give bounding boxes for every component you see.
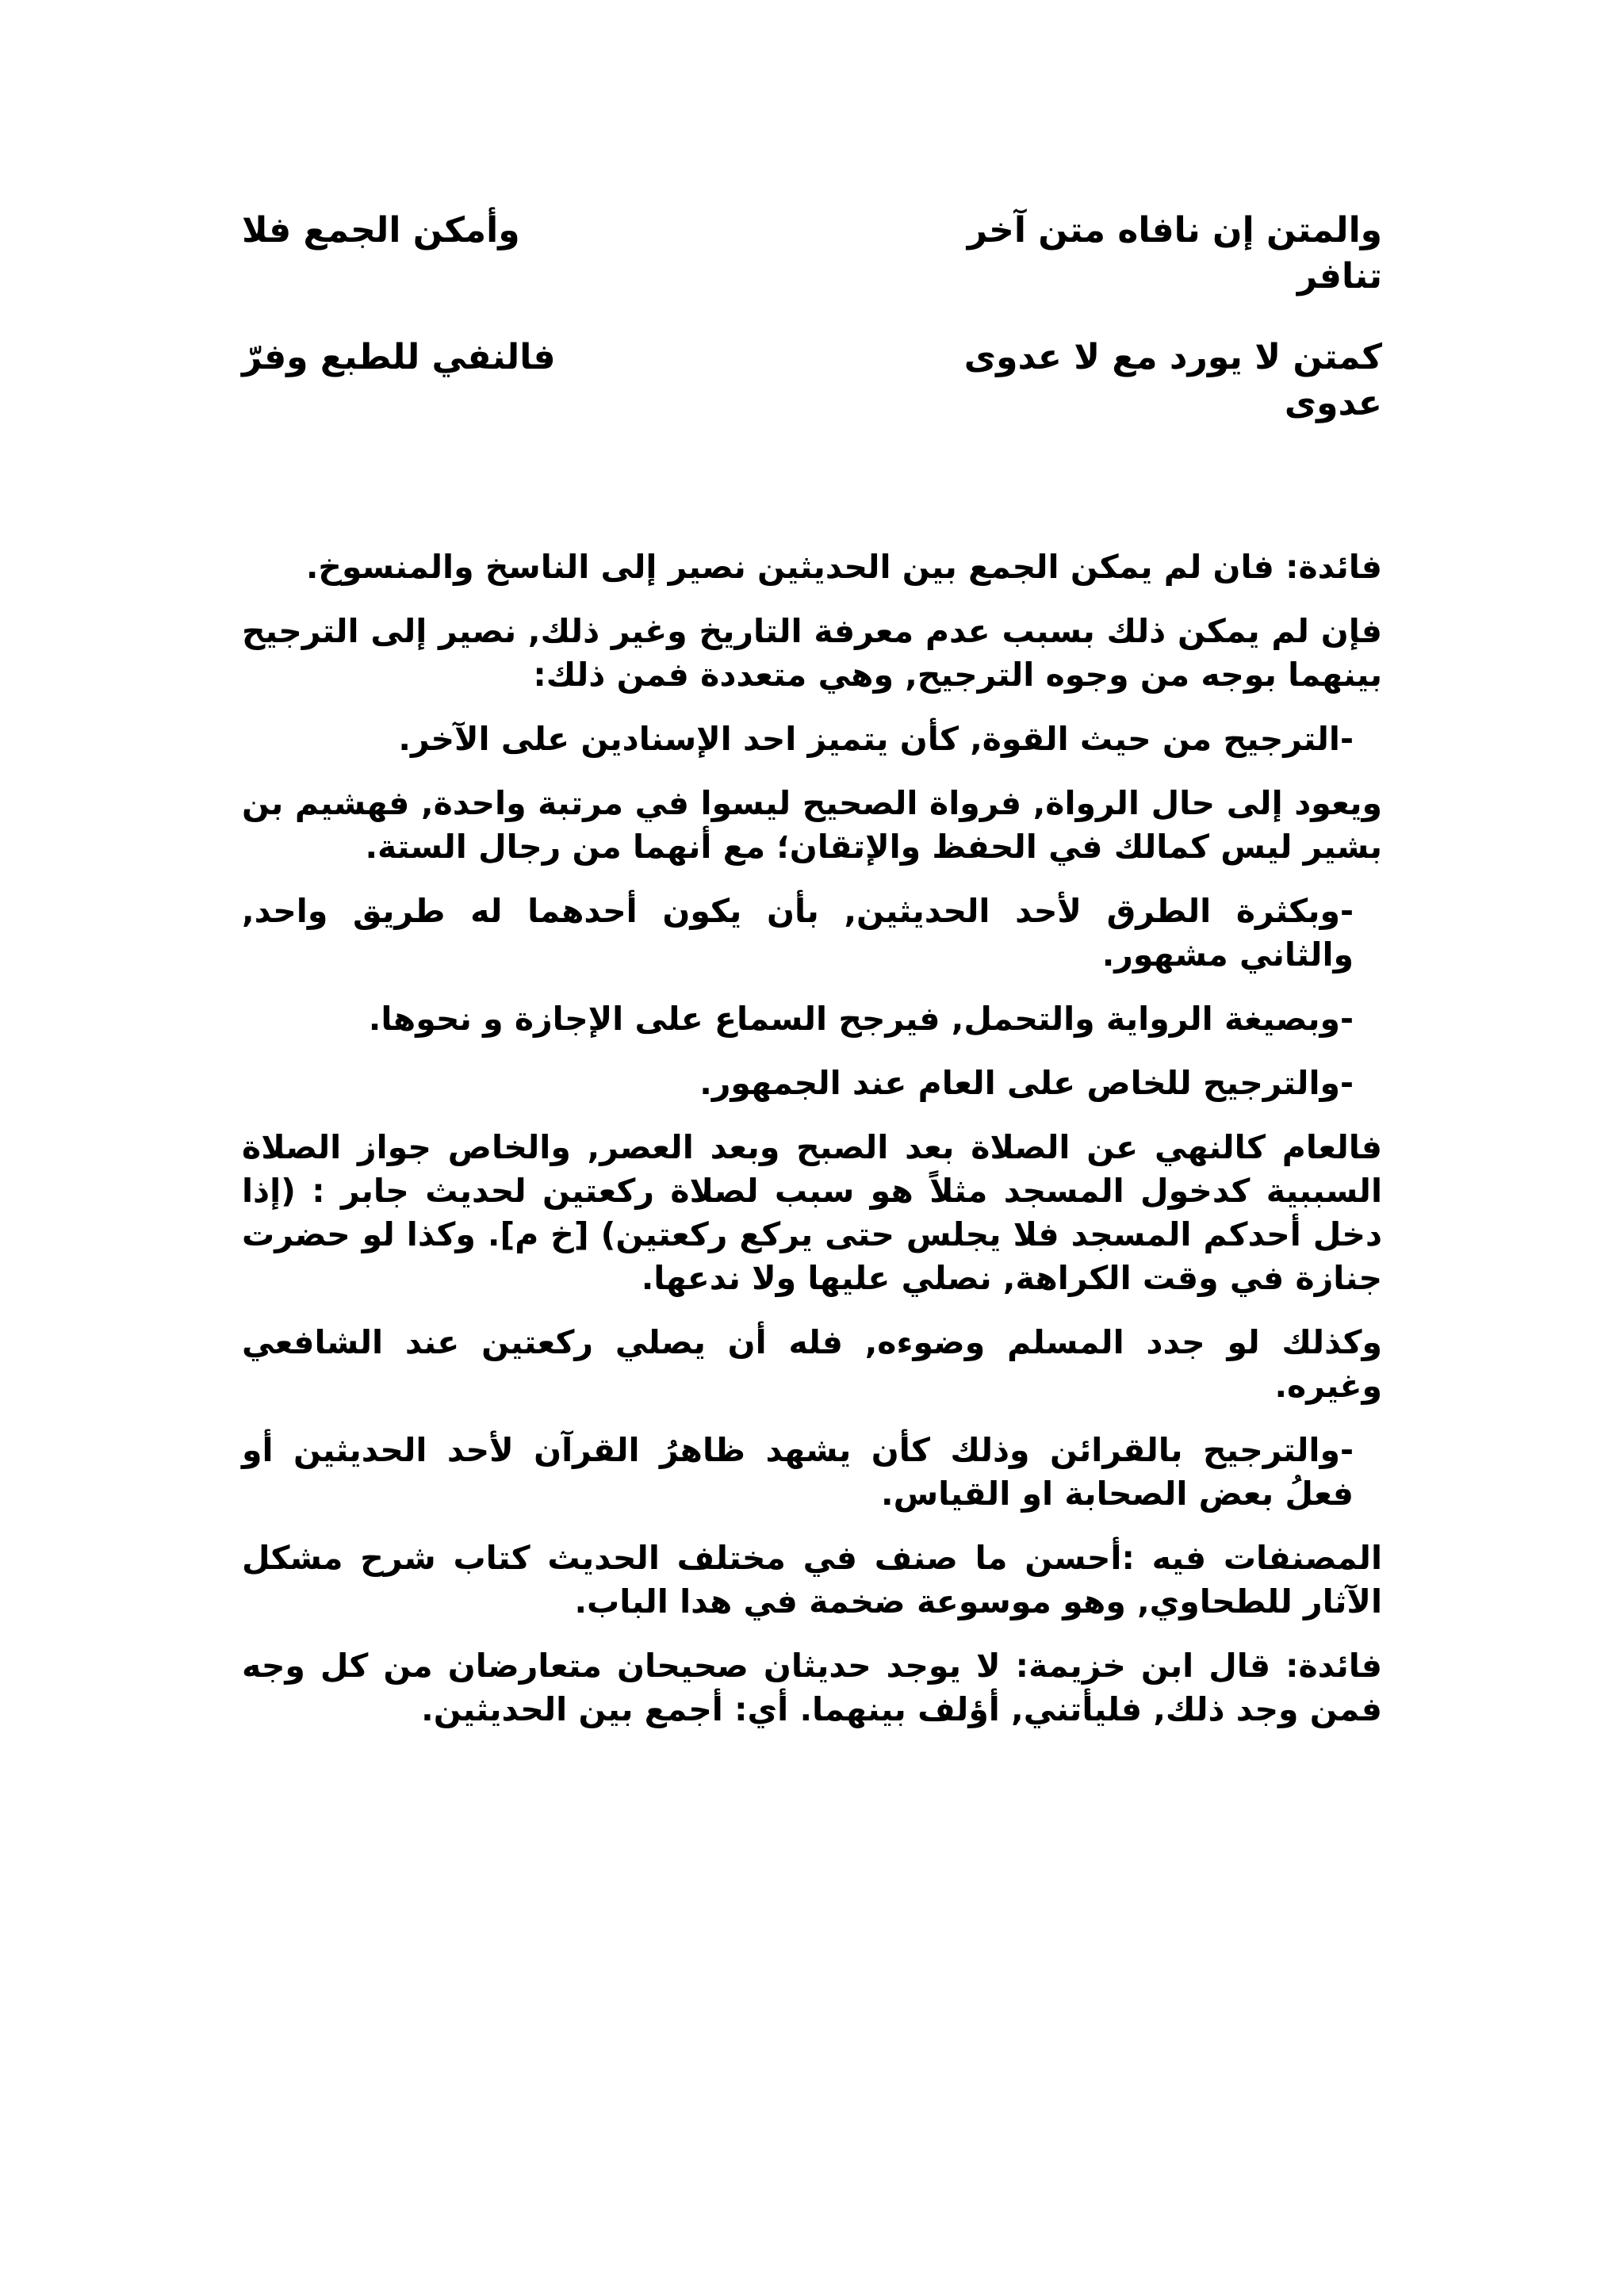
poem-verse-2 (242, 335, 1382, 427)
paragraph-ablution: وكذلك لو جدد المسلم وضوءه, فله أن يصلي ركعتين عند الشافعي وغيره. (242, 1323, 1382, 1405)
paragraph-general-example: فالعام كالنهي عن الصلاة بعد الصبح وبعد العصر, والخاص جواز الصلاة السببية كدخول المسجد مثلاً هو سبب لصلاة ركعتين لحديث جابر : (إذا دخل أحدكم المسجد فلا يجلس حتى يركع ركعتين) [خ م]. وكذا لو حضرت جنازة في وقت الكراهة, نصلي عليها ولا ندعها. (242, 1128, 1382, 1297)
verse-row (242, 208, 1382, 254)
paragraph-indicators: -والترجيح بالقرائن وذلك كأن يشهد ظاهرُ القرآن لأحد الحديثين أو فعلُ بعض الصحابة او القياس. (242, 1431, 1354, 1513)
verse-wrapped-word: عدوى (1284, 383, 1382, 423)
paragraph-specific-general: -والترجيح للخاص على العام عند الجمهور. (699, 1064, 1354, 1102)
verse-first-hemistich: والمتن إن نافاه متن آخر (967, 210, 1382, 251)
verse-second-hemistich: فالنفي للطبع وفرّ (242, 337, 556, 377)
paragraph-works: المصنفات فيه :أحسن ما صنف في مختلف الحديث كتاب شرح مشكل الآثار للطحاوي, وهو موسوعة ضخمة في هدا الباب. (242, 1539, 1382, 1621)
verse-second-hemistich: وأمكن الجمع فلا (242, 210, 520, 251)
paragraph-ibn-khuzaymah: فائدة: قال ابن خزيمة: لا يوجد حديثان صحيحان متعارضان من كل وجه فمن وجد ذلك, فليأتني, أؤلف بينهما. أي: أجمع بين الحديثين. (242, 1647, 1382, 1728)
paragraph-strength: -الترجيح من حيث القوة, كأن يتميز احد الإسنادين على الآخر. (398, 720, 1354, 758)
verse-row (242, 335, 1382, 381)
verse-first-hemistich: كمتن لا يورد مع لا عدوى (963, 337, 1382, 377)
body-text (242, 545, 1382, 1752)
paragraph-note-abrogation: فائدة: فان لم يمكن الجمع بين الحديثين نصير إلى الناسخ والمنسوخ. (305, 548, 1382, 586)
poem-verse-1 (242, 208, 1382, 300)
verse-wrapped-word: تنافر (1297, 256, 1382, 297)
paragraph-chains: -وبكثرة الطرق لأحد الحديثين, بأن يكون أحدهما له طريق واحد, والثاني مشهور. (242, 892, 1354, 974)
paragraph-narrators: ويعود إلى حال الرواة, فرواة الصحيح ليسوا في مرتبة واحدة, فهشيم بن بشير ليس كمالك في الحفظ والإتقان؛ مع أنهما من رجال الستة. (242, 784, 1382, 866)
paragraph-preference-intro: فإن لم يمكن ذلك بسبب عدم معرفة التاريخ وغير ذلك, نصير إلى الترجيح بينهما بوجه من وجوه الترجيح, وهي متعددة فمن ذلك: (242, 612, 1382, 694)
paragraph-transmission-form: -وبصيغة الرواية والتحمل, فيرجح السماع على الإجازة و نحوها. (368, 1000, 1354, 1038)
